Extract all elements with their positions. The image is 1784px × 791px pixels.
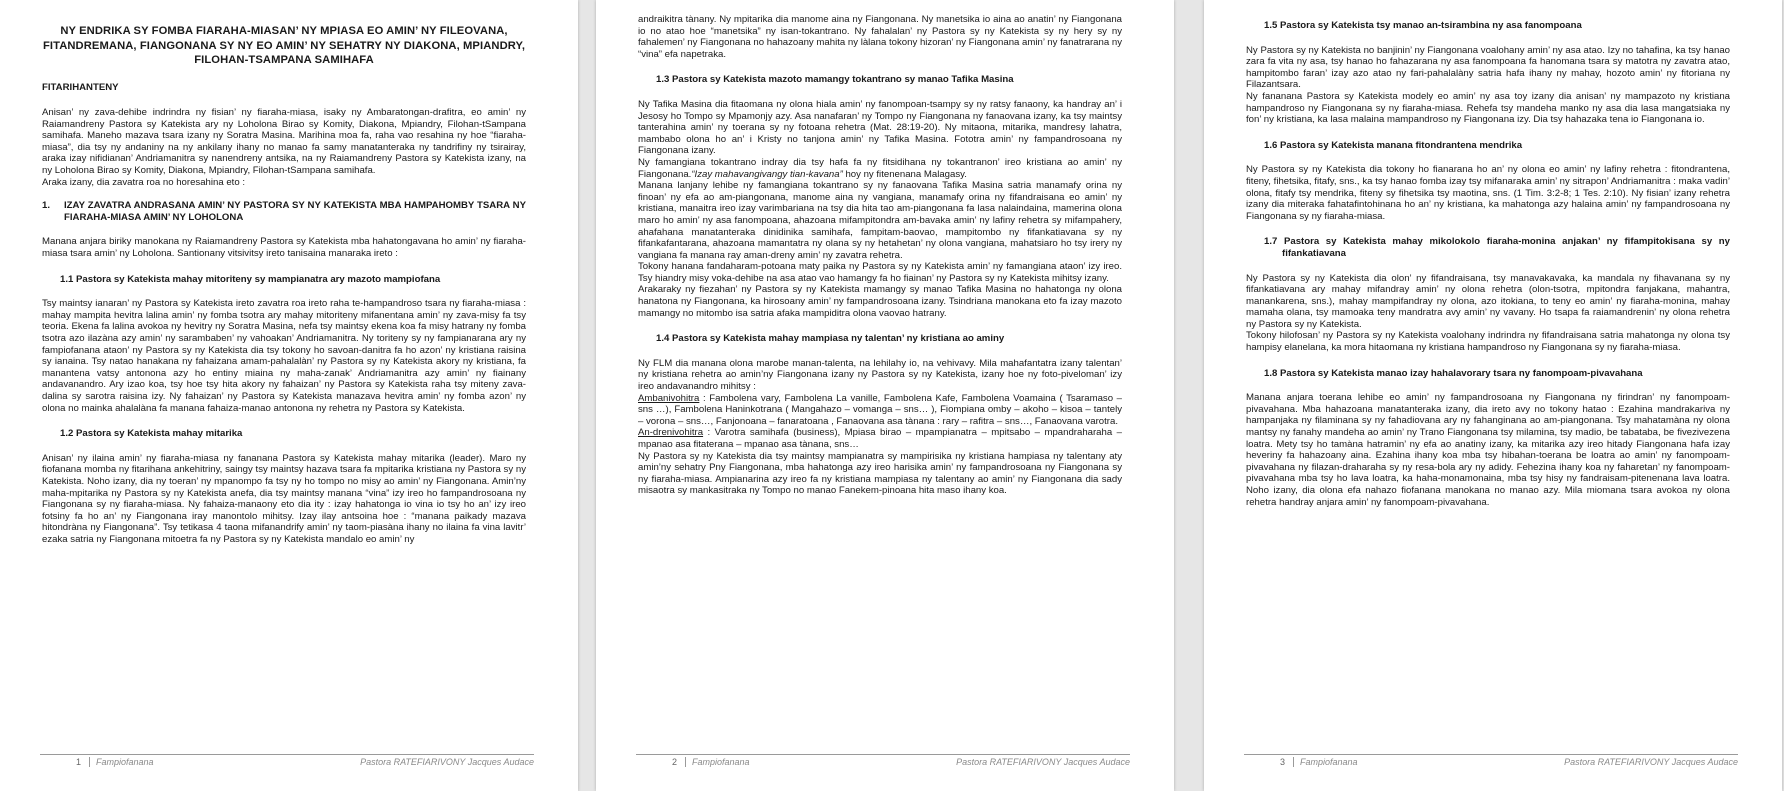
document-page-3 — [1204, 0, 1782, 791]
paragraph[interactable]: Araka izany, dia zavatra roa no horesahina eto : — [42, 176, 246, 188]
page-content — [42, 14, 526, 743]
subsection-1-3-heading[interactable]: 1.3 Pastora sy Katekista mazoto mamangy tokantrano sy manao Tafika Masina — [656, 74, 1014, 86]
paragraph[interactable]: Anisan’ ny ilaina amin’ ny fiaraha-miasa ny fananana Pastora sy Katekista mahay mitarika (leader). Maro ny fiofanana momba ny fitarihana ankehitriny, saingy tsy maintsy hazava tsara fa mpitarika kristiana ny Pastora sy ny Katekista. Noho izany, dia ny toeran’ ny mpanompo fa tsy ny ho tompo no misy ao amin’ ny Fiangonana. Amin’ny maha-mpitarika ny Pastora sy ny Katekista anefa, dia tsy maintsy manana “vina” izy ireo ho fampandrosoana ny Fiangonana sy ny fiaraha-miasa. Ny fahaiza-manaony eto dia ity : izay hahatonga io vina io tsy ho an’ izy ireo fotsiny fa ho an’ ny Fiangonana iray manontolo mihitsy. Izay ilay antsoina hoe : “manana paikady mazava hitondràna ny Fiangonana”. Tsy tetikasa 4 taona mifanandrify amin’ ny taom-piasàna ihany no ilaina fa vina lavitr’ ezaka satria ny Fiangonana mitoetra fa ny Pastora sy ny Katekista mandalo eo amin’ ny — [42, 452, 526, 545]
subsection-1-2-heading[interactable]: 1.2 Pastora sy Katekista mahay mitarika — [60, 428, 243, 440]
paragraph[interactable]: Manana anjara biriky manokana ny Raiamandreny Pastora sy Katekista mba hahatongavana ho amin’ ny fiaraha-miasa tsara amin’ ny Loholona. Santionany vitsivitsy ireto tanisaina manaraka ireto : — [42, 236, 526, 260]
paragraph[interactable] — [638, 427, 1122, 450]
paragraph[interactable]: andraikitra tànany. Ny mpitarika dia manome aina ny Fiangonana. Ny manetsika io aina ao anatin’ ny Fiangonana io no atao hoe “manetsika” ny isan-tokantrano. Ny fahalalan’ ny Pastora sy ny Katekista sy ny hery sy ny fahalemen’ ny Fiangonana no hahazoany mahita ny làlana tokony hizoran’ ny Fiangonana amin’ ny fanatrarana ny “vina” efa napetraka. — [638, 14, 1122, 60]
footer-author: Pastora RATEFIARIVONY Jacques Audace — [956, 757, 1130, 767]
footer-label: Fampiofanana — [692, 757, 750, 767]
page-number: 2 — [672, 757, 678, 767]
footer-author: Pastora RATEFIARIVONY Jacques Audace — [360, 757, 534, 767]
page-number: 3 — [1280, 757, 1286, 767]
page-number: 1 — [76, 757, 82, 767]
document-page-2 — [596, 0, 1174, 791]
page-content — [638, 14, 1122, 743]
paragraph[interactable]: Manana lanjany lehibe ny famangiana tokantrano sy ny fanaovana Tafika Masina satria manamafy orina ny finoan’ ny efa ao am-piangonana, manome aina ny vangiana, manamafy orina ny fifandraisana eo amin’ ny kristiana, manaitra ireo izay varimbariana na tsy dia hita tao am-piangonana fa lasa nalaindaina, mamerina olona maro ho amin’ ny asa fanompoana, ahazoana mifampitondra am-bavaka amin’ ny lafiny rehetra sy mifampahery, ahafahana manatanteraka dinidinika samihafa, fampitam-baovao, mampitombo ny fifankatiavana sy ny fifankafantarana, ahazoana mamantatra ny olana sy ny hetahetan’ ny olona vangiana, mahatsiaro ho tsy irery ny vangiana fa manana ray aman-dreny amin’ ny zavatra rehetra. — [638, 180, 1122, 261]
paragraph[interactable]: Tokony hilofosan’ ny Pastora sy ny Katekista voalohany indrindra ny fifandraisana satria mahatonga ny olona tsy hampisy elanelana, ka mora hitaomana ny kristiana hampandroso ny Fiangonana sy ny fiaraha-miasa. — [1246, 330, 1730, 354]
subsection-1-6-heading[interactable]: 1.6 Pastora sy Katekista manana fitondrantena mendrika — [1264, 139, 1523, 151]
subsection-1-8-heading[interactable]: 1.8 Pastora sy Katekista manao izay hahalavorary tsara ny fanompoam-pivavahana — [1264, 367, 1643, 379]
text-run: : Fambolena vary, Fambolena La vanille, Fambolena Kafe, Fambolena Voamaina ( Tsaramaso – sns …), Fambolena Haninkotrana ( Mangahazo – vomanga – sns… ), Fiompiana omby – akoho – kisoa – tantely – vorona – sns…, Fanjonoana – fanaratoana , Fanaovana asa tànana : rary – rafitra – sns…, Fanaovana varotra. — [638, 392, 1122, 427]
paragraph[interactable]: Anisan’ ny zava-dehibe indrindra ny fisian’ ny fiaraha-miasa, isaky ny Ambaratongan-drafitra, eo amin’ ny Raiamandreny Pastora sy Katekista ary ny Loholona Birao sy Komity, Diakona, Mpiandry, Filohan-tSampana samihafa. Maneho mazava tsara izany ny Soratra Masina. Marihina moa fa, raha vao resahina ny hoe “fiaraha-miasa”, dia tsy ny andaniny na ny ankilany ihany no manao fa samy manatanteraka ny tandrifiny ny tsirairay, araka izay nifidianan’ Andriamanitra sy nanendreny antsika, na ny Raiamandreny Pastora sy Katekista izany, na ny Loholona Birao sy Komity, Diakona, Mpiandry, Filohan-tSampana samihafa. — [42, 107, 526, 177]
paragraph[interactable] — [638, 393, 1122, 428]
document-title[interactable]: NY ENDRIKA SY FOMBA FIARAHA-MIASAN’ NY MPIASA EO AMIN’ NY FILEOVANA, FITANDREMANA, FIANGONANA SY NY EO AMIN’ NY SEHATRY NY DIAKONA, MPIANDRY, FILOHAN-TSAMPANA SAMIHAFA — [42, 25, 526, 66]
document-page-1 — [0, 0, 578, 791]
subsection-1-5-heading[interactable]: 1.5 Pastora sy Katekista tsy manao an-tsirambina ny asa fanompoana — [1264, 20, 1582, 31]
section-number: 1. — [42, 200, 51, 212]
footer-author: Pastora RATEFIARIVONY Jacques Audace — [1564, 757, 1738, 767]
underlined-label: Ambanivohitra — [638, 392, 700, 404]
paragraph[interactable]: Manana anjara toerana lehibe eo amin’ ny fampandrosoana ny Fiangonana ny firindran’ ny fanompoam-pivavahana. Mba hahazoana manatanteraka izany, dia ireto avy no tokony hatao : Ezahina mandrakariva ny hampanjaka ny filaminana sy ny fahadiovana ary ny fahanginana ao am-piangonana. Tsy mahatamàna ny olona mantsy ny fanahy mandeha ao amin’ ny Trano Fiangonana tsy milamina, tsy madio, be tabataba, be fivezivezena loatra. Mety tsy ho tamàna hatramin’ ny efa ao anatiny izany, ka mitarika azy ireo hitady Fiangonana hafa izay heveriny fa hahazoany aina. Ezahina ihany koa mba tsy hibahan-toerana be loatra ao amin’ ny fanompoam-pivavahana ny filazan-draharaha sy ny resa-bola ary ny adidy. Fehezina ihany koa ny faharetan’ ny fanompoam-pivavahana mba tsy ho lava loatra, ka haha-monamonaina, mba tsy hisy ny fandraisam-pitenenana lava loatra. Noho izany, dia olona efa nahazo fiofanana manokana no manao azy. Mila miomana tsara avokoa ny olona rehetra handray anjara amin’ ny fanompoam-pivavahana. — [1246, 392, 1730, 508]
paragraph[interactable]: Arakaraky ny fiezahan’ ny Pastora sy ny Katekista mamangy sy manao Tafika Masina no hahatonga ny olona hanatona ny Fiangonana, ka hirosoany amin’ ny fampandrosoana izany. Tsindriana manokana eto fa izay mazoto mamangy no mitombo isa satria afaka mampiditra olona vaovao hatrany. — [638, 284, 1122, 319]
footer-label: Fampiofanana — [96, 757, 154, 767]
paragraph[interactable] — [638, 157, 1122, 180]
page-footer — [1244, 754, 1738, 769]
section-title: IZAY ZAVATRA ANDRASANA AMIN’ NY PASTORA SY NY KATEKISTA MBA HAMPAHOMBY TSARA NY FIARAHA-MIASA AMIN’ NY LOHOLONA — [64, 200, 526, 223]
intro-heading[interactable]: FITARIHANTENY — [42, 81, 119, 93]
text-run: Ny famangiana tokantrano indray dia tsy hafa fa ny fitsidihana ny tokantranon’ ireo kristiana ao amin’ ny Fiangonana. — [638, 156, 1122, 180]
paragraph[interactable]: Ny Pastora sy ny Katekista no banjinin’ ny Fiangonana voalohany amin’ ny asa atao. Izy no tahafina, ka tsy hanao zara fa vita ny asa, tsy hanao ho fahazarana ny asa fanompoana fa hanomana tsara sy matotra ny zavatra atao, hampitombo faran’ izay azo atao ny fari-pahalalàny satria hafa ihany ny mahay, hozoto amin’ ny fitoriana ny Filazantsara. — [1246, 44, 1730, 91]
paragraph[interactable]: Ny Pastora sy ny Katekista dia olon’ ny fifandraisana, tsy manavakavaka, ka mandala ny fihavanana sy ny fifankatiavana ary mahay mifandray amin’ ny olona rehetra (olon-tsotra, mpitondra fanjakana, mahantra, manankarena, sns.), mahay mampifandray ny olona, azo itokiana, to teny eo amin’ ny fiaraha-monina, mahay mamaha olana, tsy mamoaka teny mandratra avy amin’ ny vavany. Ho tsapa fa raiamandrenin’ ny olona rehetra ny Pastora sy ny Katekista. — [1246, 272, 1730, 330]
paragraph[interactable]: Ny fananana Pastora sy Katekista modely eo amin’ ny asa toy izany dia anisan’ ny mampazoto ny kristiana hampandroso ny Fiangonana sy ny fiaraha-miasa. Rehefa tsy mandeha manko ny asa dia lasa mangatsiaka ny fon’ ny kristiana, ka lasa malaina mampandroso ny Fiangonana izy. Dia tsy hahazaka tena io Fiangonana io. — [1246, 90, 1730, 126]
italic-quote: “Izay mahavangivangy tian-kavana” — [691, 168, 843, 180]
text-run: hoy ny fitenenana Malagasy. — [842, 168, 967, 180]
subsection-1-1-heading[interactable]: 1.1 Pastora sy Katekista mahay mitoriteny sy mampianatra ary mazoto mampiofana — [60, 273, 441, 285]
paragraph[interactable]: Tsy maintsy ianaran’ ny Pastora sy Katekista ireto zavatra roa ireto raha te-hampandroso tsara ny fiaraha-miasa : mahay mampita hevitra lalina amin’ ny fomba tsotra ary mahay mitoriteny mifanentana amin’ ny zava-misy fa tsy teoria. Ekena fa lalina avokoa ny hevitry ny Soratra Masina, nefa tsy maintsy ekena koa fa misy hatrany ny fomba tsotra azo ilazàna azy amin’ ny sarambaben’ ny vahoakan’ Andriamanitra. Ny toriteny sy ny fampianarana ary ny fampiofanana ataon’ ny Pastora sy ny Katekista dia tsy tokony ho savoan-danitra fa ho azon’ ny kristiana raisina sy ianaina. Tsy natao hanakana ny fahaizana amam-pahalalàn’ ny Pastora sy ny Katekista akory ny kristiana, fa manantena vatsy antonona azy ho entiny miaina ny maha-zanak’ Andriamanitra azy amin’ ny fiainany andavanandro. Ary izao koa, tsy hoe tsy hita akory ny fahaizan’ ny Pastora sy Katekista raha tsy miteny zava-dalina sy sarotra raisina izy. Ny fahaizan’ ny Pastora sy Katekista manazava hevitra amin’ ny fomba azon’ ny olona no mainka ahalalàna fa manana fahaiza-manao antonona ny rehetra ny Pastora sy Katekista. — [42, 298, 526, 414]
footer-divider — [685, 757, 686, 767]
page-content — [1246, 14, 1730, 743]
page-footer — [636, 754, 1130, 769]
page-footer — [40, 754, 534, 769]
paragraph[interactable]: Ny Pastora sy ny Katekista dia tsy maintsy mampianatra sy mampirisika ny kristiana hampiasa ny talentany aty amin’ny sehatry Pny Fiangonana, mba hahatonga azy ireo harisika amin’ ny fampandrosoana ny Fiangonana sy ny fiaraha-miasa. Ampianarina azy ireo fa ny kristiana mampiasa ny talentany ao amin’ ny Fiangonana dia sady misaotra sy mankasitraka ny Tompo no manao Fanekem-pinoana hita maso ihany koa. — [638, 450, 1122, 497]
paragraph[interactable]: Ny FLM dia manana olona marobe manan-talenta, na lehilahy io, na vehivavy. Mila mahafantatra izany talentan’ ny kristiana rehetra ao amin’ny Fiangonana izany ny Pastora sy ny Katekista, izany hoe ny foto-piveloman’ izy ireo andavanandro mihitsy : — [638, 357, 1122, 393]
footer-divider — [1293, 757, 1294, 767]
subsection-1-7-heading[interactable]: 1.7 Pastora sy Katekista mahay mikolokolo fiaraha-monina anjakan’ ny fifampitokisana sy ny fifankatiavana — [1264, 236, 1730, 259]
subsection-1-4-heading[interactable]: 1.4 Pastora sy Katekista mahay mampiasa ny talentan’ ny kristiana ao aminy — [656, 333, 1005, 345]
paragraph[interactable]: Ny Tafika Masina dia fitaomana ny olona hiala amin’ ny fanompoan-tsampy sy ny ratsy fanaony, ka handray an’ i Jesosy ho Tompo sy Mpamonjy azy. Asa nanafaran’ ny Tompo ny Fiangonana ny fanaovana izany, ka tsy maintsy tanterahina amin’ ny toerana sy ny fotoana rehetra (Mat. 28:19-20). Ny mitaona, mitarika, mandresy lahatra, mambabo olona ho an’ i Kristy no tanjona amin’ ny Tafika Masina. Fototra amin’ ny fampandrosoana ny Fiangonana izany. — [638, 98, 1122, 157]
paragraph[interactable]: Ny Pastora sy ny Katekista dia tokony ho fianarana ho an’ ny olona eo amin’ ny lafiny rehetra : fitondrantena, fiteny, fihetsika, fitafy, sns., ka tsy hanao fomba izay tsy mifanaraka amin’ ny sitrapon’ Andriamanitra : maka vadin’ olona, fitafy tsy mendrika, fiteny sy fihetsika tsy maotina, sns. (1 Tim. 3:2-8; 1 Tes. 2:10). Ny fisian’ izany rehetra izany dia miteraka fahatafintohinana ho an’ ny kristiana, ka mahatonga azy halaina amin’ ny fampandrosoana ny Fiangonana sy ny fiaraha-miasa. — [1246, 164, 1730, 222]
section-1-heading[interactable] — [42, 200, 526, 223]
footer-divider — [89, 757, 90, 767]
paragraph[interactable]: Tokony hanana fandaharam-potoana maty paika ny Pastora sy ny Katekista amin’ ny famangiana ataon’ izy ireo. Tsy hiandry misy voka-dehibe na asa atao vao hamangy fa ho fiainan’ ny Pastora sy ny Katekista mihitsy izany. — [638, 261, 1122, 284]
text-run: : Varotra samihafa (business), Mpiasa birao – mpampianatra – mpitsabo – mpandraharaha – mpanao asa fitaterana – mpanao asa tànana, sns… — [638, 427, 1122, 450]
underlined-label: An-drenivohitra — [638, 427, 704, 439]
footer-label: Fampiofanana — [1300, 757, 1358, 767]
